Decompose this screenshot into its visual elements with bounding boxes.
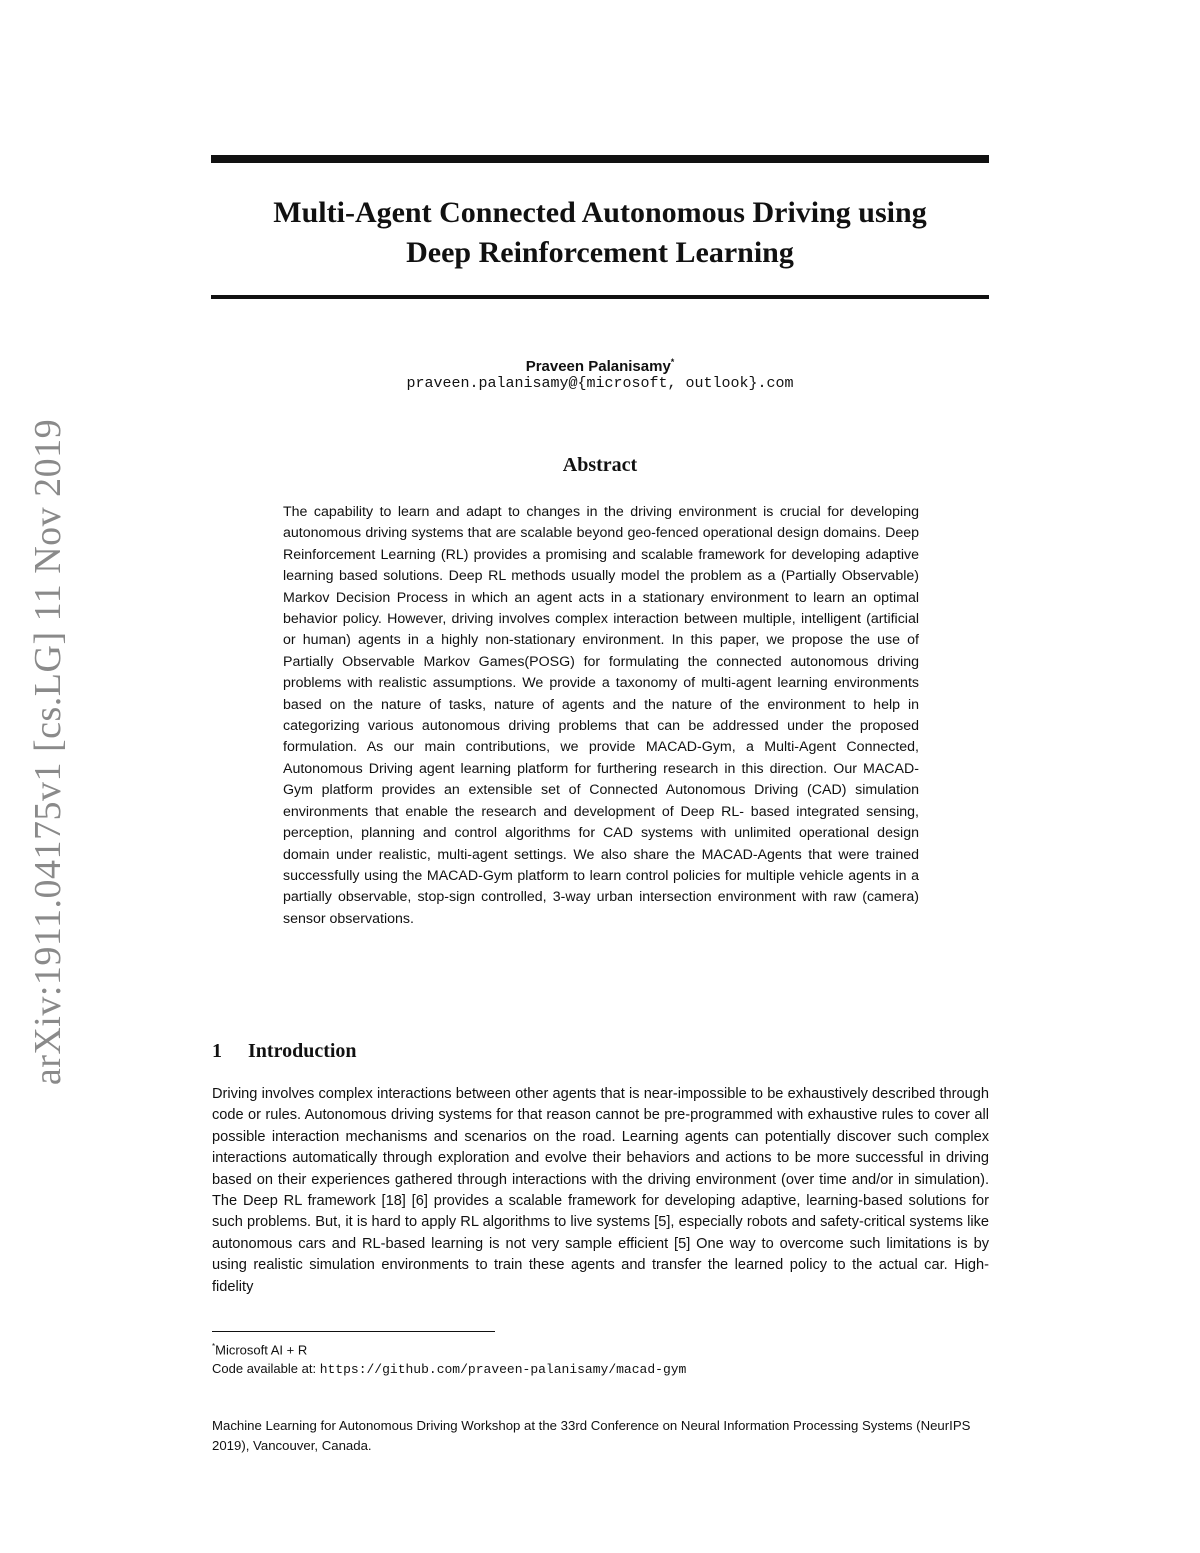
venue-notice: Machine Learning for Autonomous Driving Workshop at the 33rd Conference on Neural Information Processing Systems (NeurIPS 2019), Vancouver, Canada.: [212, 1418, 971, 1453]
footnote-code-label: Code available at:: [212, 1361, 320, 1376]
author-email: praveen.palanisamy@{microsoft, outlook}.com: [406, 375, 794, 392]
footnote-mark: *: [212, 1342, 216, 1351]
footnote-code: [212, 1360, 686, 1379]
code-repository-link[interactable]: https://github.com/praveen-palanisamy/macad-gym: [319, 1362, 687, 1377]
author-footnote-mark: *: [670, 357, 675, 367]
paper-title: [200, 193, 1000, 273]
footnote-affiliation-text: Microsoft AI + R: [215, 1342, 308, 1358]
author-name: Praveen Palanisamy: [525, 358, 671, 375]
abstract-text: The capability to learn and adapt to changes in the driving environment is crucial for developing autonomous driving systems that are scalable beyond geo-fenced operational design domains. Deep Reinforcement Learning (RL) provides a promising and scalable framework for developing adaptive learning based solutions. Deep RL methods usually model the problem as a (Partially Observable) Markov Decision Process in which an agent acts in a stationary environment to learn an optimal behavior policy. However, driving involves complex interaction between multiple, intelligent (artificial or human) agents in a highly non-stationary environment. In this paper, we propose the use of Partially Observable Markov Games(POSG) for formulating the connected autonomous driving problems with realistic assumptions. We provide a taxonomy of multi-agent learning environments based on the nature of tasks, nature of agents and the nature of the environment to help in categorizing various autonomous driving problems that can be addressed under the proposed formulation. As our main contributions, we provide MACAD-Gym, a Multi-Agent Connected, Autonomous Driving agent learning platform for furthering research in this direction. Our MACAD-Gym platform provides an extensible set of Connected Autonomous Driving (CAD) simulation environments that enable the research and development of Deep RL- based integrated sensing, perception, planning and control algorithms for CAD systems with unlimited operational design domain under realistic, multi-agent settings. We also share the MACAD-Agents that were trained successfully using the MACAD-Gym platform to learn control policies for multiple vehicle agents in a partially observable, stop-sign controlled, 3-way urban intersection environment with raw (camera) sensor observations.: [283, 504, 919, 927]
introduction-text: Driving involves complex interactions between other agents that is near-impossible to be exhaustively described through code or rules. Autonomous driving systems for that reason cannot be pre-programmed with exhaustive rules to cover all possible interaction mechanisms and scenarios on the road. Learning agents can potentially discover such complex interactions automatically through exploration and evolve their behaviors and actions to be more successful in driving based on their experiences gathered through interactions with the driving environment (over time and/or in simulation). The Deep RL framework [18] [6] provides a scalable framework for developing adaptive, learning-based solutions for such problems. But, it is hard to apply RL algorithms to live systems [5], especially robots and safety-critical systems like autonomous cars and RL-based learning is not very sample efficient [5] One way to overcome such limitations is by using realistic simulation environments to train these agents and transfer the learned policy to the actual car. High-fidelity: [212, 1086, 989, 1295]
title-rule-bottom: [211, 295, 989, 299]
paper-title-line-2: Deep Reinforcement Learning: [406, 236, 794, 269]
section-title: Introduction: [248, 1040, 357, 1062]
title-rule-top: [211, 155, 989, 163]
section-heading-introduction: [212, 1037, 357, 1065]
arxiv-identifier-stamp: arXiv:1911.04175v1 [cs.LG] 11 Nov 2019: [27, 418, 69, 1086]
section-number: 1: [212, 1040, 222, 1062]
footnote-affiliation: [212, 1338, 307, 1359]
paper-title-line-1: Multi-Agent Connected Autonomous Driving using: [273, 196, 927, 229]
abstract-heading: Abstract: [562, 454, 638, 476]
footnote-rule: [212, 1331, 495, 1332]
